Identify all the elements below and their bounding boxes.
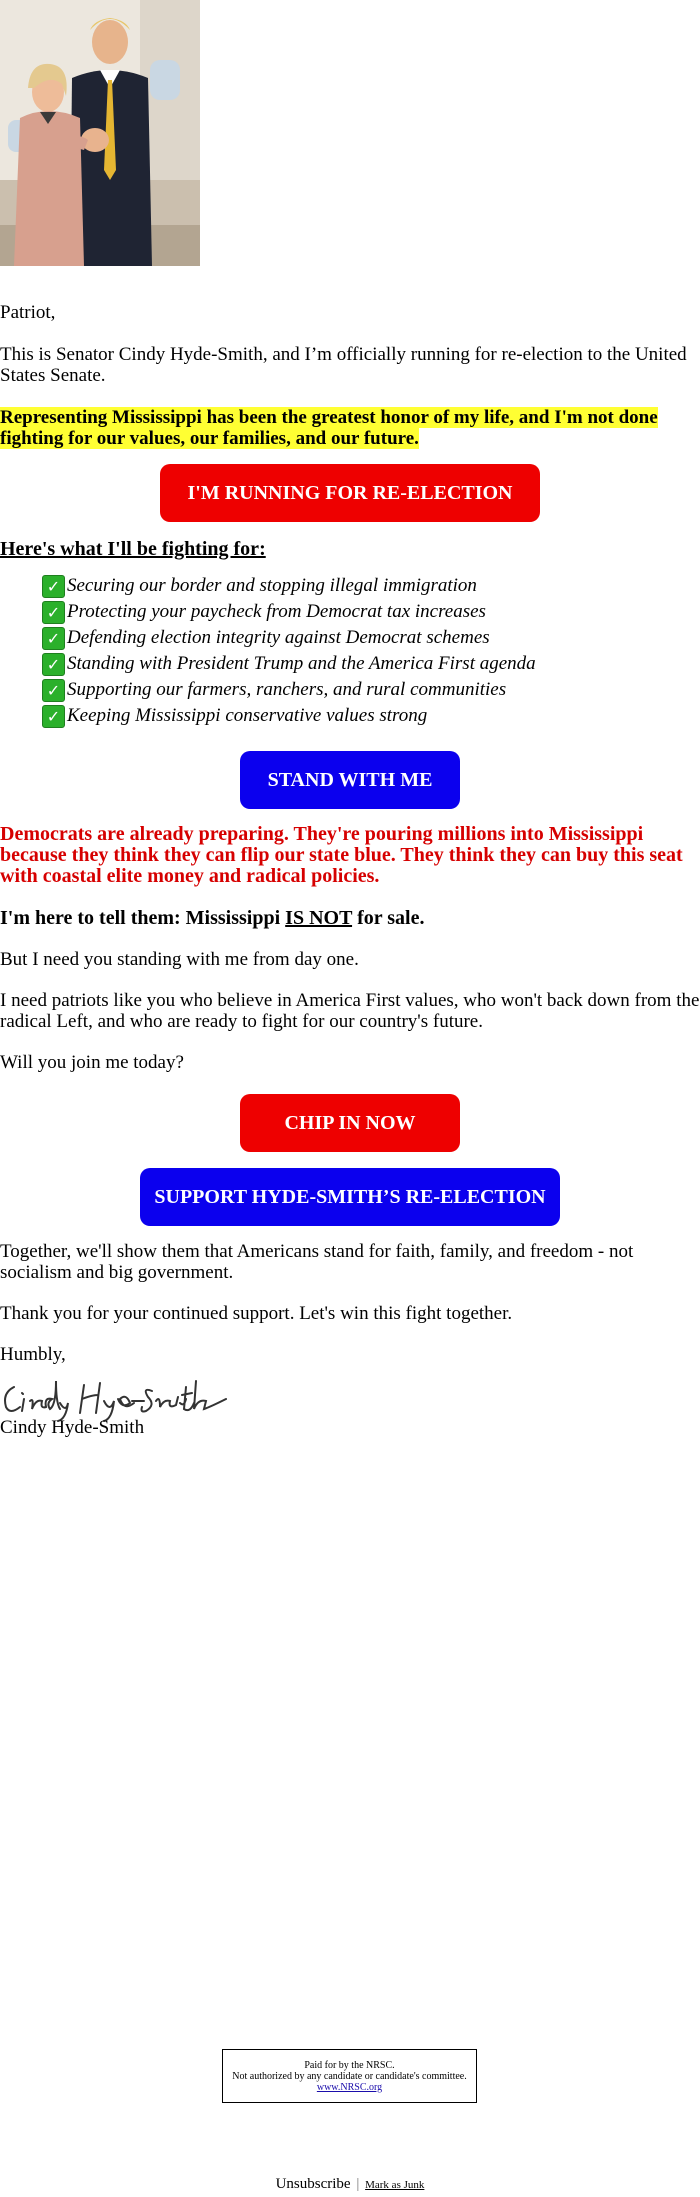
fight-item-text: Defending election integrity against Democrat schemes [67,627,490,648]
signed-name: Cindy Hyde-Smith [0,1417,145,1438]
check-icon: ✓ [42,705,65,728]
warning-paragraph: Democrats are already preparing. They're pouring millions into Mississippi because they think they can flip our state blue. They think they can buy this seat with coastal elite money and radical policies. [0,823,683,887]
button-row-support [0,1168,700,1226]
check-icon: ✓ [42,627,65,650]
nrsc-link[interactable]: www.NRSC.org [316,2082,383,2093]
list-item [42,651,700,677]
check-icon: ✓ [42,653,65,676]
not-for-sale-after: for sale. [352,907,425,929]
patriots-paragraph: I need patriots like you who believe in America First values, who won't back down from the radical Left, and who are ready to fight for our country's future. [0,990,700,1032]
list-item [42,677,700,703]
chip-in-now-button[interactable]: CHIP IN NOW [240,1094,460,1152]
paid-for-disclaimer [222,2049,477,2103]
not-for-sale-line [0,907,700,929]
fight-item-text: Standing with President Trump and the America First agenda [67,653,536,674]
fight-item-text: Securing our border and stopping illegal immigration [67,575,477,596]
not-for-sale-emphasis: IS NOT [285,907,353,929]
list-item [42,599,700,625]
email-body [0,266,700,1438]
unsubscribe-link[interactable]: Unsubscribe [275,2176,351,2192]
thanks-paragraph: Thank you for your continued support. Let's win this fight together. [0,1303,513,1324]
mark-as-junk-link[interactable]: Mark as Junk [365,2179,425,2191]
signature-image [0,1373,230,1423]
together-paragraph: Together, we'll show them that Americans stand for faith, family, and freedom - not socialism and big government. [0,1241,634,1283]
stand-with-me-button[interactable]: STAND WITH ME [240,751,460,809]
join-question: Will you join me today? [0,1052,184,1073]
list-item [42,573,700,599]
list-item [42,703,700,729]
intro-paragraph: This is Senator Cindy Hyde-Smith, and I’m officially running for re-election to the United States Senate. [0,344,687,386]
photo-illustration [0,0,200,266]
fight-heading: Here's what I'll be fighting for: [0,538,266,560]
fight-item-text: Keeping Mississippi conservative values strong [67,705,428,726]
paid-for-text: Paid for by the NRSC. [304,2060,395,2071]
not-authorized-text: Not authorized by any candidate or candidate's committee. [232,2071,467,2082]
separator: | [356,2176,360,2192]
button-row-stand [0,729,700,809]
greeting: Patriot, [0,302,56,323]
highlight-text: Representing Mississippi has been the greatest honor of my life, and I'm not done fighting for our values, our families, and our future. [0,407,658,449]
fight-item-text: Supporting our farmers, ranchers, and rural communities [67,679,507,700]
not-for-sale-before: I'm here to tell them: Mississippi [0,907,286,929]
button-row-running [0,449,700,522]
header-photo [0,0,200,266]
fight-list [0,573,700,729]
fight-item-text: Protecting your paycheck from Democrat tax increases [67,601,486,622]
support-reelection-button[interactable]: SUPPORT HYDE-SMITH’S RE-ELECTION [140,1168,560,1226]
check-icon: ✓ [42,601,65,624]
button-row-chip [0,1094,700,1152]
check-icon: ✓ [42,575,65,598]
closing: Humbly, [0,1344,66,1365]
unsubscribe-row [0,2176,700,2193]
list-item [42,625,700,651]
check-icon: ✓ [42,679,65,702]
running-for-reelection-button[interactable]: I'M RUNNING FOR RE-ELECTION [160,464,540,522]
highlight-paragraph [0,407,700,449]
need-you-paragraph: But I need you standing with me from day one. [0,949,359,970]
